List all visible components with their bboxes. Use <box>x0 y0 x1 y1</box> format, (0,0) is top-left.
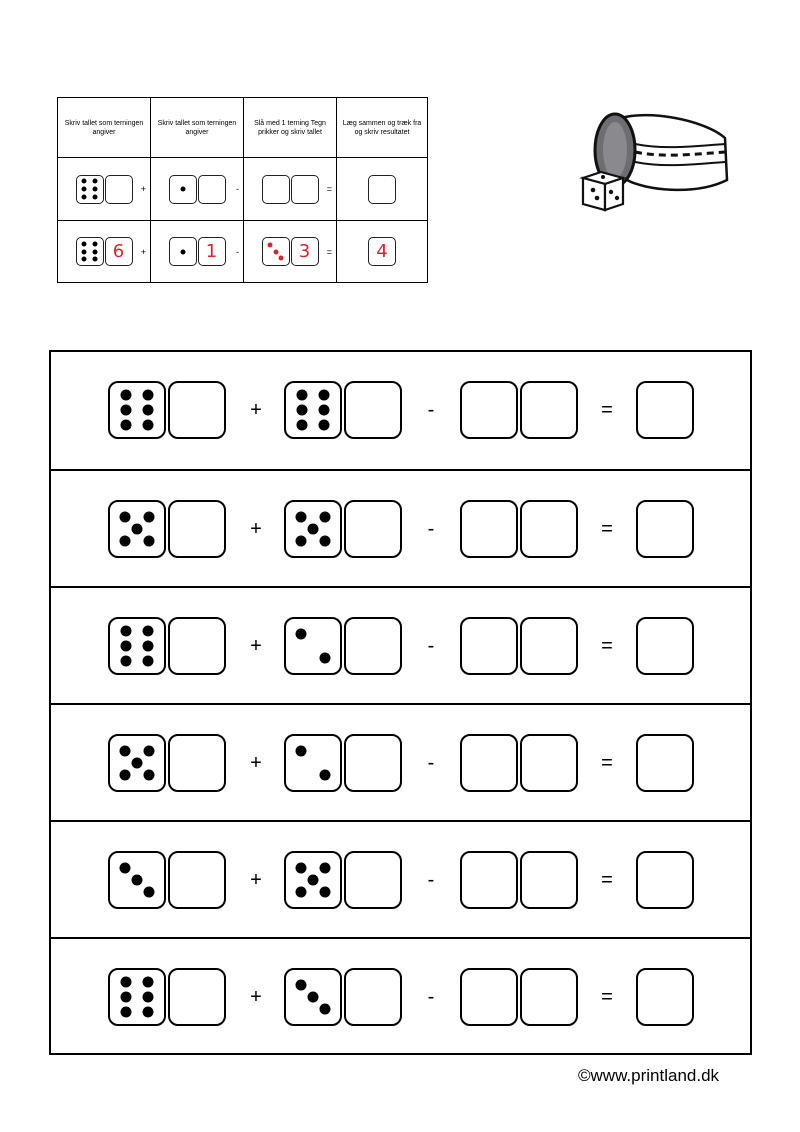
answer-box[interactable] <box>520 734 578 792</box>
example-filled-cell-4 <box>337 221 427 282</box>
example-blank-cell-3 <box>244 158 337 221</box>
die-six-icon <box>284 381 342 439</box>
die-six-icon <box>76 175 104 204</box>
pip <box>82 179 87 184</box>
pip <box>119 745 130 756</box>
pip <box>142 641 153 652</box>
pip <box>273 249 278 254</box>
minus-sign: - <box>427 869 435 891</box>
equals-sign: = <box>326 184 332 194</box>
pip <box>119 862 130 873</box>
pip <box>82 187 87 192</box>
plus-sign: + <box>250 518 262 540</box>
pip <box>119 770 130 781</box>
result-box[interactable] <box>636 734 694 792</box>
pip <box>180 249 185 254</box>
answer-box[interactable] <box>168 381 226 439</box>
pip <box>121 625 132 636</box>
pip <box>121 656 132 667</box>
die-five-icon <box>284 500 342 558</box>
pip <box>121 976 132 987</box>
equals-sign: = <box>601 399 613 421</box>
pip <box>320 511 331 522</box>
die-draw-box[interactable] <box>460 500 518 558</box>
pip <box>297 420 308 431</box>
answer-box[interactable] <box>344 851 402 909</box>
die-draw-box[interactable] <box>460 381 518 439</box>
pip <box>295 628 306 639</box>
pip <box>320 536 331 547</box>
pip <box>320 653 331 664</box>
answer-box[interactable] <box>520 617 578 675</box>
equation-row <box>51 820 750 937</box>
pip <box>295 887 306 898</box>
pip <box>119 536 130 547</box>
answer-box[interactable] <box>105 175 133 204</box>
answer-box[interactable] <box>520 500 578 558</box>
pip <box>142 1007 153 1018</box>
answer-box[interactable] <box>168 851 226 909</box>
pip <box>121 420 132 431</box>
die-three-icon <box>108 851 166 909</box>
pip <box>82 241 87 246</box>
handwritten-answer: 3 <box>298 240 311 262</box>
pip <box>144 536 155 547</box>
handwritten-answer: 1 <box>205 240 218 262</box>
example-filled-cell-2 <box>151 221 244 282</box>
pip <box>119 511 130 522</box>
example-table <box>57 97 428 283</box>
pip <box>295 536 306 547</box>
pip <box>318 389 329 400</box>
result-box[interactable] <box>636 381 694 439</box>
pip <box>144 745 155 756</box>
pip <box>279 255 284 260</box>
pip <box>142 656 153 667</box>
worksheet <box>49 350 752 1055</box>
pip <box>92 179 97 184</box>
die-six-icon <box>108 968 166 1026</box>
answer-box[interactable] <box>520 381 578 439</box>
pip <box>320 862 331 873</box>
dice-cup-icon <box>575 100 735 220</box>
equals-sign: = <box>601 518 613 540</box>
die-three-icon <box>284 968 342 1026</box>
pip <box>121 405 132 416</box>
plus-sign: + <box>140 184 146 194</box>
die-draw-box[interactable] <box>460 734 518 792</box>
pip <box>121 1007 132 1018</box>
die-six-icon <box>108 617 166 675</box>
die-draw-box[interactable] <box>460 968 518 1026</box>
minus-sign: - <box>236 246 239 257</box>
minus-sign: - <box>236 184 239 194</box>
pip <box>82 194 87 199</box>
result-box[interactable] <box>636 500 694 558</box>
example-header-3: Slå med 1 terning Tegn prikker og skriv tallet <box>244 98 337 158</box>
result-box <box>368 237 396 266</box>
pip <box>82 257 87 262</box>
answer-box[interactable] <box>168 500 226 558</box>
plus-sign: + <box>250 399 262 421</box>
handwritten-result: 4 <box>376 240 388 262</box>
pip <box>132 758 143 769</box>
answer-box[interactable] <box>344 617 402 675</box>
answer-box[interactable] <box>168 734 226 792</box>
plus-sign: + <box>250 986 262 1008</box>
pip <box>295 745 306 756</box>
die-draw-box[interactable] <box>262 175 290 204</box>
die-one-icon <box>169 175 197 204</box>
pip <box>92 187 97 192</box>
answer-box[interactable] <box>168 968 226 1026</box>
example-filled-cell-3 <box>244 221 337 282</box>
equals-sign: = <box>601 635 613 657</box>
pip <box>295 511 306 522</box>
handwritten-answer: 6 <box>112 240 125 262</box>
example-header-2: Skriv tallet som terningen angiver <box>151 98 244 158</box>
pip <box>92 241 97 246</box>
die-six-icon <box>108 381 166 439</box>
pip <box>180 187 185 192</box>
pip <box>92 257 97 262</box>
pip <box>308 875 319 886</box>
pip <box>320 1004 331 1015</box>
pip <box>82 249 87 254</box>
die-five-icon <box>108 500 166 558</box>
example-blank-cell-1 <box>58 158 151 221</box>
plus-sign: + <box>250 635 262 657</box>
example-blank-cell-4 <box>337 158 427 221</box>
die-draw-box[interactable] <box>460 851 518 909</box>
example-header-1: Skriv tallet som terningen angiver <box>58 98 151 158</box>
pip <box>144 887 155 898</box>
pip <box>320 887 331 898</box>
pip <box>297 405 308 416</box>
answer-box <box>291 237 319 266</box>
die-five-icon <box>108 734 166 792</box>
copyright-credit: ©www.printland.dk <box>578 1066 720 1085</box>
minus-sign: - <box>427 635 435 657</box>
pip <box>142 405 153 416</box>
pip <box>142 976 153 987</box>
pip <box>144 770 155 781</box>
equation-row <box>51 469 750 586</box>
pip <box>295 862 306 873</box>
pip <box>295 979 306 990</box>
answer-box <box>198 237 226 266</box>
die-three-red-icon <box>262 237 290 266</box>
die-one-icon <box>169 237 197 266</box>
pip <box>121 641 132 652</box>
answer-box[interactable] <box>520 968 578 1026</box>
pip <box>142 992 153 1003</box>
die-six-icon <box>76 237 104 266</box>
equals-sign: = <box>601 869 613 891</box>
result-box[interactable] <box>636 851 694 909</box>
answer-box[interactable] <box>344 734 402 792</box>
answer-box <box>105 237 133 266</box>
pip <box>132 524 143 535</box>
answer-box[interactable] <box>520 851 578 909</box>
minus-sign: - <box>427 518 435 540</box>
die-two-icon <box>284 617 342 675</box>
pip <box>121 389 132 400</box>
pip <box>308 524 319 535</box>
equals-sign: = <box>601 752 613 774</box>
pip <box>92 194 97 199</box>
answer-box[interactable] <box>291 175 319 204</box>
pip <box>142 420 153 431</box>
equation-row <box>51 352 750 469</box>
die-two-icon <box>284 734 342 792</box>
minus-sign: - <box>427 752 435 774</box>
answer-box[interactable] <box>168 617 226 675</box>
pip <box>142 625 153 636</box>
answer-box[interactable] <box>344 500 402 558</box>
plus-sign: + <box>250 752 262 774</box>
pip <box>144 511 155 522</box>
example-filled-cell-1 <box>58 221 151 282</box>
result-box[interactable] <box>368 175 396 204</box>
die-five-icon <box>284 851 342 909</box>
pip <box>92 249 97 254</box>
result-box[interactable] <box>636 617 694 675</box>
pip <box>132 875 143 886</box>
die-draw-box[interactable] <box>460 617 518 675</box>
pip <box>308 992 319 1003</box>
pip <box>142 389 153 400</box>
pip <box>267 243 272 248</box>
plus-sign: + <box>140 246 146 257</box>
answer-box[interactable] <box>344 381 402 439</box>
minus-sign: - <box>427 399 435 421</box>
answer-box[interactable] <box>344 968 402 1026</box>
minus-sign: - <box>427 986 435 1008</box>
example-header-4: Læg sammen og træk fra og skriv resultatet <box>337 98 427 158</box>
example-blank-cell-2 <box>151 158 244 221</box>
plus-sign: + <box>250 869 262 891</box>
equals-sign: = <box>601 986 613 1008</box>
equals-sign: = <box>326 246 332 257</box>
pip <box>297 389 308 400</box>
result-box[interactable] <box>636 968 694 1026</box>
pip <box>318 420 329 431</box>
equation-row <box>51 586 750 703</box>
equation-row <box>51 937 750 1054</box>
pip <box>121 992 132 1003</box>
pip <box>318 405 329 416</box>
answer-box[interactable] <box>198 175 226 204</box>
equation-row <box>51 703 750 820</box>
pip <box>320 770 331 781</box>
